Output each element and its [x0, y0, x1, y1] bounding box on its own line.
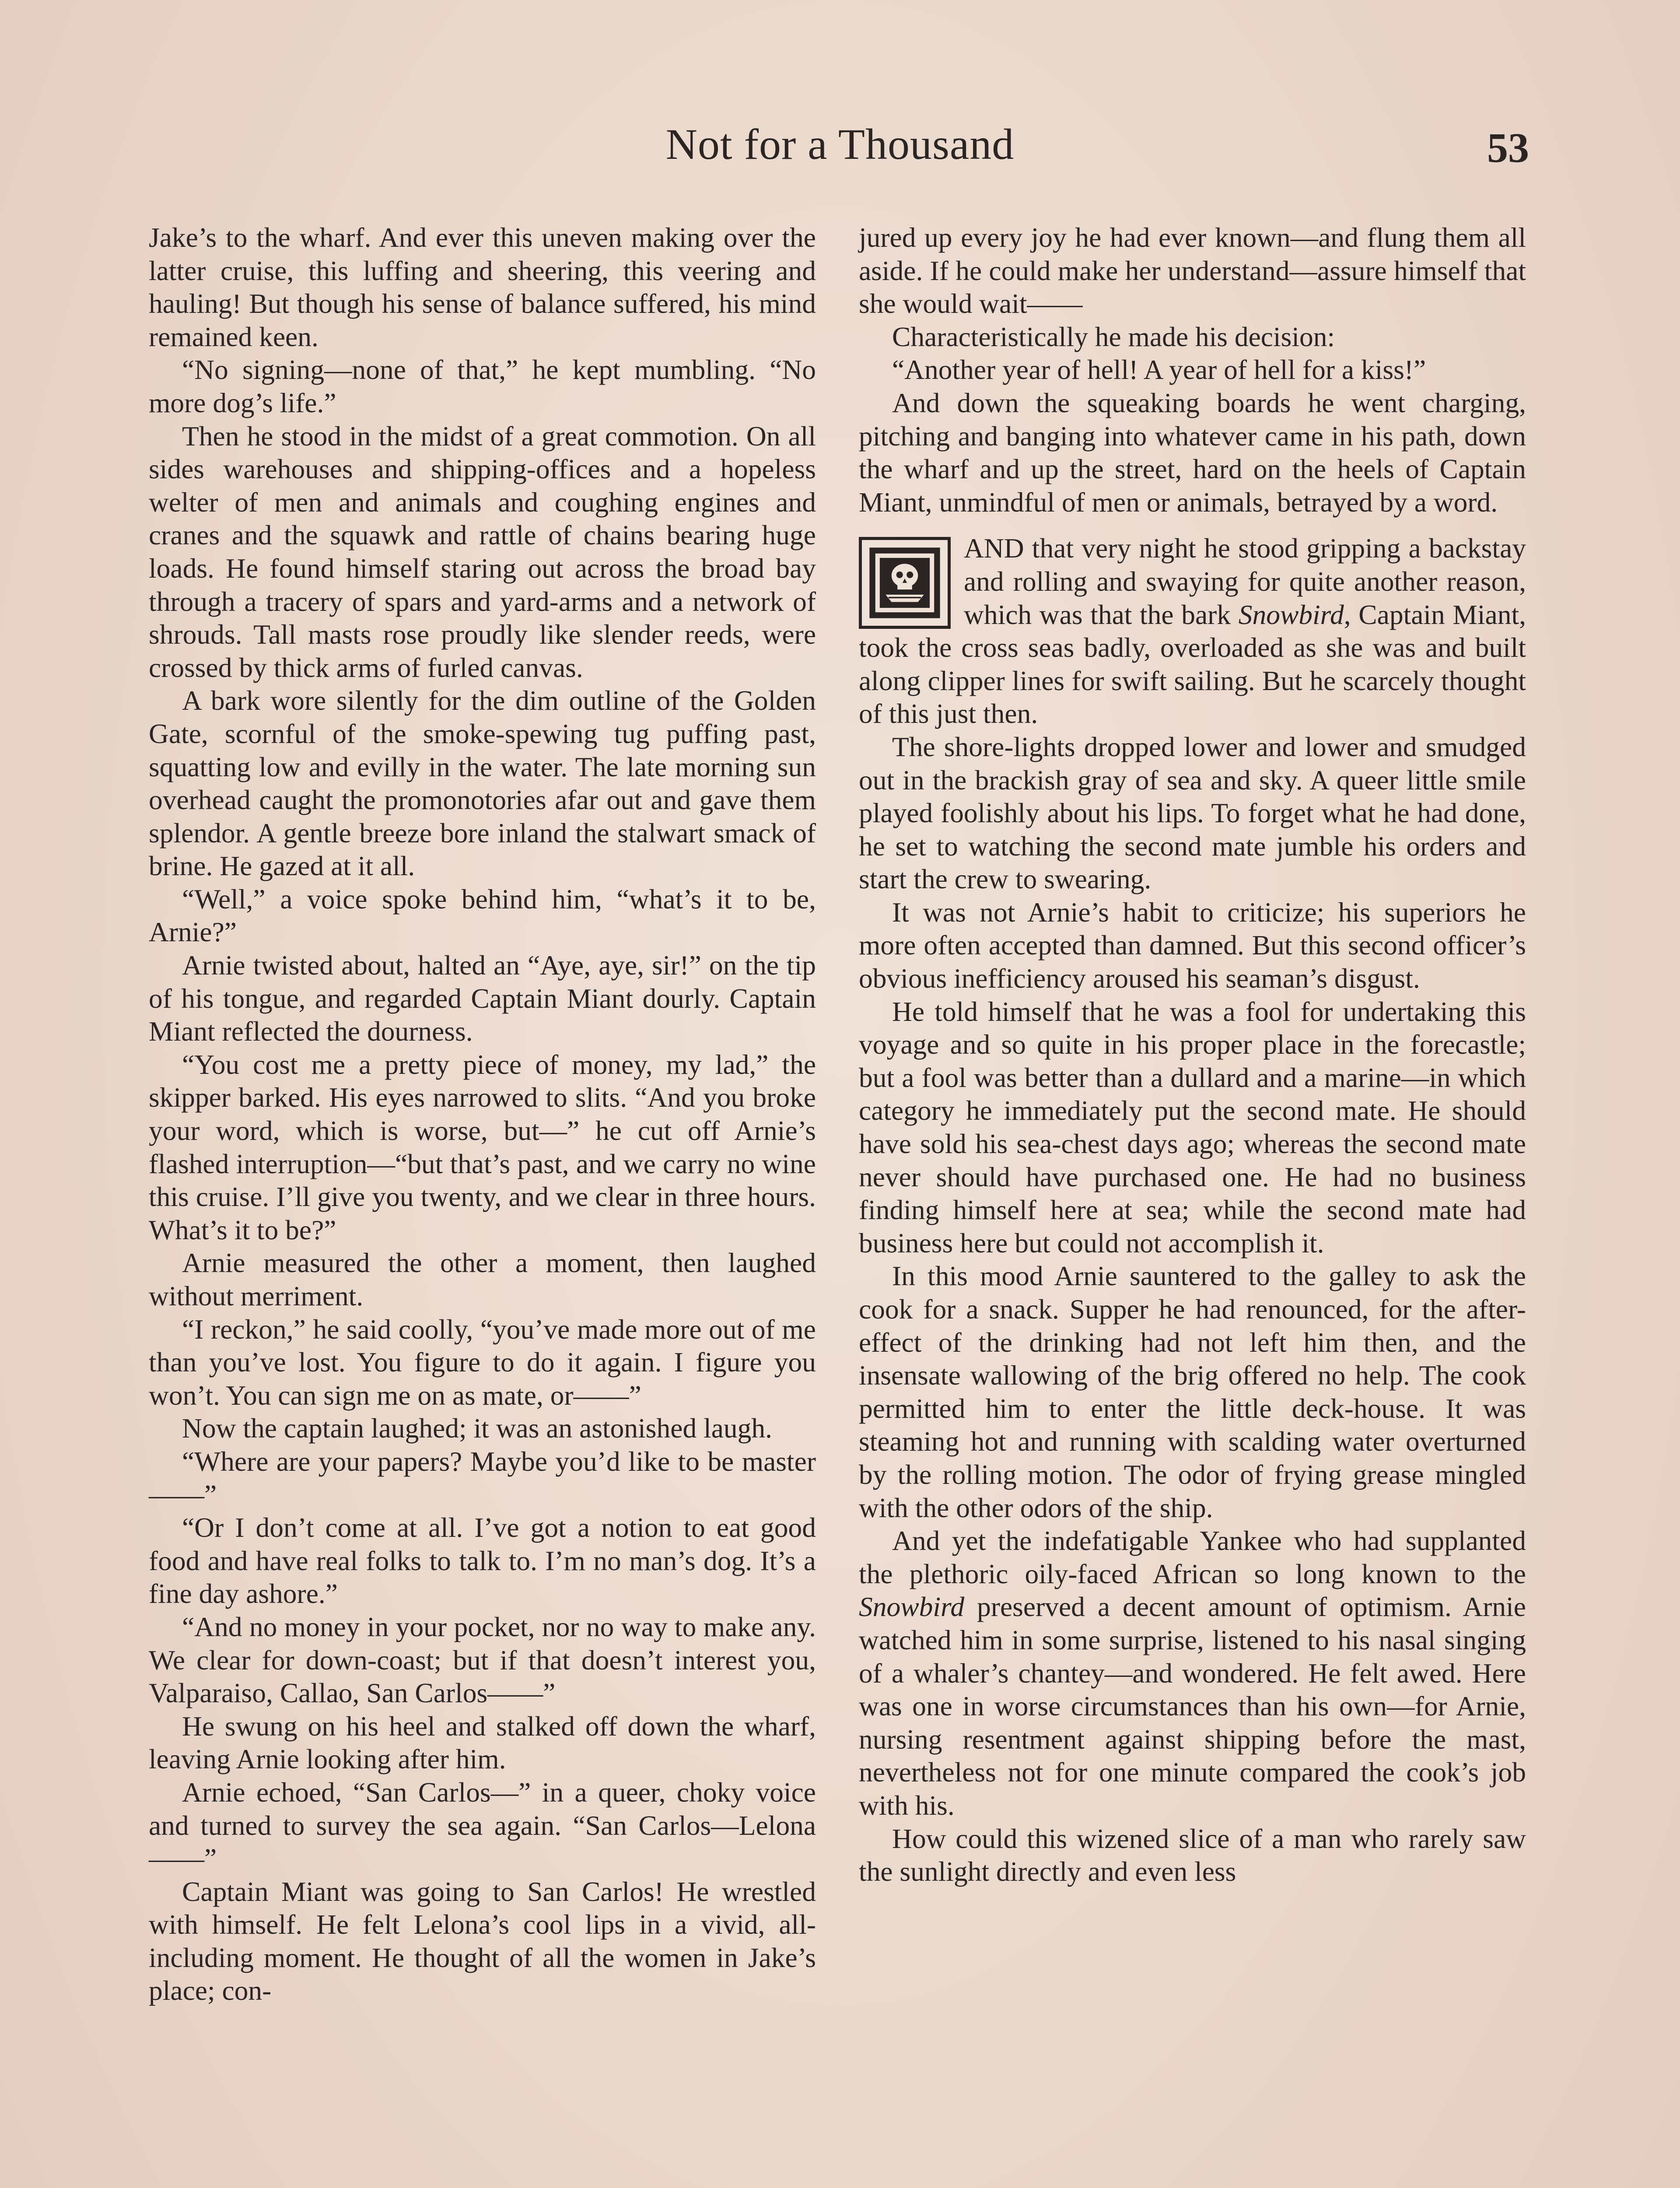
paragraph: “Another year of hell! A year of hell for a kiss!” [892, 354, 1426, 386]
paragraph: Arnie echoed, “San Carlos—” in a queer, choky voice and turned to survey the sea again. “San Carlos—Lelona——” [149, 1776, 816, 1874]
paragraph: It was not Arnie’s habit to criticize; his superiors he more often accepted than damned. But this second officer’s obvious inefficiency aroused his seaman’s disgust. [859, 896, 1526, 994]
right-column [859, 221, 1526, 1888]
ship-name: Snowbird [859, 1591, 965, 1623]
section-text-after-ship-name: , Captain Miant, took the cross seas badly, overloaded as she was and built along clipper lines for swift sailing. But he scarcely thought of this just then. [859, 599, 1526, 729]
paragraph: He swung on his heel and stalked off down the wharf, leaving Arnie looking after him. [149, 1710, 816, 1775]
paragraph: He told himself that he was a fool for undertaking this voyage and so quite in his proper place in the forecastle; but a fool was better than a dullard and a marine—in which category he immediately put the second mate. He should have sold his sea-chest days ago; whereas the second mate never should have purchased one. He had no business finding himself here at sea; while the second mate had business here but could not accomplish it. [859, 996, 1526, 1259]
running-header-title: Not for a Thousand [665, 120, 1015, 168]
paragraph: Arnie measured the other a moment, then laughed without merriment. [149, 1247, 816, 1311]
paragraph-text: preserved a decent amount of optimism. Arnie watched him in some surprise, listened to his nasal singing of a whaler’s chantey—and wondered. He felt awed. Here was one in worse circumstances than his own—for Arnie, nursing resentment against shipping before the mast, nevertheless not for one minute compared the cook’s job with his. [859, 1591, 1526, 1821]
paragraph: “Well,” a voice spoke behind him, “what’s it to be, Arnie?” [149, 883, 816, 948]
paragraph: Characteristically he made his decision: [892, 321, 1335, 352]
paragraph: “And no money in your pocket, nor no way to make any. We clear for down-coast; but if that doesn’t interest you, Valparaiso, Callao, San Carlos——” [149, 1611, 816, 1709]
paragraph: Then he stood in the midst of a great commotion. On all sides warehouses and shipping-offices and a hopeless welter of men and animals and coughing engines and cranes and the squawk and rattle of chains bearing huge loads. He found himself staring out across the broad bay through a tracery of spars and yard-arms and a network of shrouds. Tall masts rose proudly like slender reeds, were crossed by thick arms of furled canvas. [149, 420, 816, 683]
page-number: 53 [1487, 124, 1529, 171]
section-break [859, 519, 1526, 532]
ship-name: Snowbird [1238, 599, 1344, 630]
section-text-before-ship-name: AND that very night he stood gripping a backstay and rolling and swaying for quite another reason, which was that the bark [964, 533, 1526, 630]
paragraph: Captain Miant was going to San Carlos! He wrestled with himself. He felt Lelona’s cool lips in a vivid, all-including moment. He thought of all the women in Jake’s place; con- [149, 1876, 816, 2006]
paragraph: Arnie twisted about, halted an “Aye, aye, sir!” on the tip of his tongue, and regarded Captain Miant dourly. Captain Miant reflected the dourness. [149, 950, 816, 1047]
left-column [149, 221, 816, 2007]
paragraph: “I reckon,” he said coolly, “you’ve made more out of me than you’ve lost. You figure to do it again. I figure you won’t. You can sign me on as mate, or——” [149, 1313, 816, 1411]
skull-ship-ornament-icon [859, 537, 951, 629]
paragraph: Now the captain laughed; it was an astonished laugh. [182, 1413, 773, 1444]
paragraph: And down the squeaking boards he went charging, pitching and banging into whatever came in his path, down the wharf and up the street, hard on the heels of Captain Miant, unmindful of men or animals, betrayed by a word. [859, 387, 1526, 518]
paragraph: “No signing—none of that,” he kept mumbling. “No more dog’s life.” [149, 354, 816, 418]
paragraph: A bark wore silently for the dim outline of the Golden Gate, scornful of the smoke-spewing tug puffing past, squatting low and evilly in the water. The late morning sun overhead caught the promonotories afar out and gave them splendor. A gentle breeze bore inland the stalwart smack of brine. He gazed at it all. [149, 685, 816, 882]
paragraph: In this mood Arnie sauntered to the galley to ask the cook for a snack. Supper he had renounced, for the after-effect of the drinking had not left him then, and the insensate wallowing of the brig offered no help. The cook permitted him to enter the little deck-house. It was steaming hot and running with scalding water overturned by the rolling motion. The odor of frying grease mingled with the other odors of the ship. [859, 1260, 1526, 1523]
paragraph: Jake’s to the wharf. And ever this uneven making over the latter cruise, this luffing and sheering, this veering and hauling! But though his sense of balance suffered, his mind remained keen. [149, 222, 816, 352]
paragraph: The shore-lights dropped lower and lower and smudged out in the brackish gray of sea and sky. A queer little smile played foolishly about his lips. To forget what he had done, he set to watching the second mate jumble his orders and start the crew to swearing. [859, 731, 1526, 895]
yankee-paragraph [859, 1524, 1526, 1822]
paragraph: “You cost me a pretty piece of money, my lad,” the skipper barked. His eyes narrowed to slits. “And you broke your word, which is worse, but—” he cut off Arnie’s flashed interruption—“but that’s past, and we carry no wine this cruise. I’ll give you twenty, and we clear in three hours. What’s it to be?” [149, 1048, 816, 1245]
paragraph-text: And yet the indefatigable Yankee who had supplanted the plethoric oily-faced African so long known to the [859, 1525, 1526, 1589]
paragraph: “Where are your papers? Maybe you’d like to be master——” [149, 1445, 816, 1510]
paragraph: How could this wizened slice of a man who rarely saw the sunlight directly and even less [859, 1823, 1526, 1887]
paragraph: jured up every joy he had ever known—and flung them all aside. If he could make her understand—assure himself that she would wait—— [859, 222, 1526, 319]
paragraph: “Or I don’t come at all. I’ve got a notion to eat good food and have real folks to talk to. I’m no man’s dog. It’s a fine day ashore.” [149, 1512, 816, 1609]
section-opening-paragraph [859, 532, 1526, 730]
